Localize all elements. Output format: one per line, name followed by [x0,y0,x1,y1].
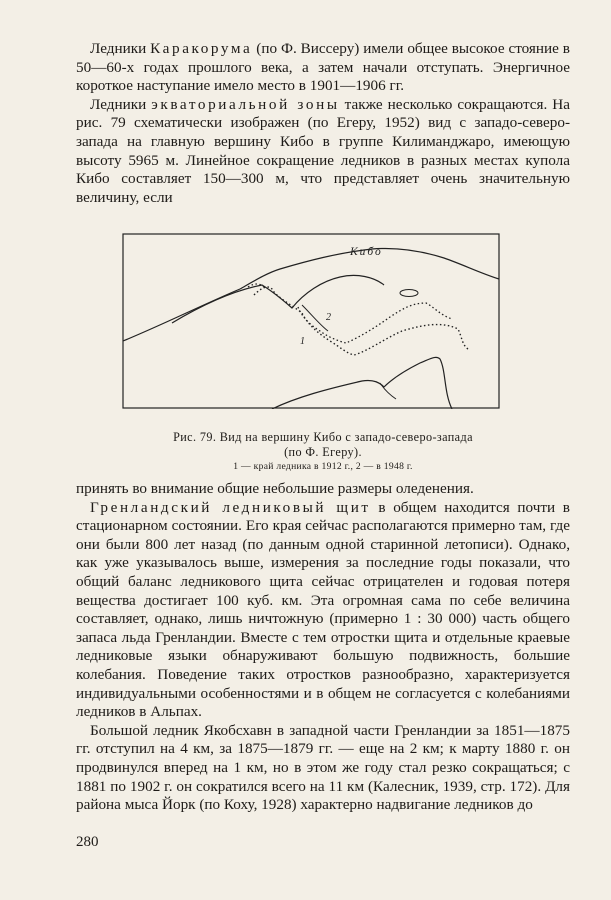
text-block-bottom [76,480,570,815]
figure-caption [76,430,570,460]
glacier-edge-1912 [254,287,468,355]
ice-patch [400,290,418,297]
caption-line-1: Рис. 79. Вид на вершину Кибо с западо-северо-запада [173,430,473,444]
paragraph-continuation: принять во внимание общие небольшие размеры оледенения. [76,480,474,497]
ridge-line [302,305,328,331]
page-number: 280 [76,834,99,850]
emphasis-greenland: Гренландский ледниковый щит [90,498,371,516]
paragraph-jakobshavn: Большой ледник Якобсхавн в западной части Гренландии за 1851—1875 гг. отступил на 4 км, за 1875—1879 гг. — еще на 2 км; к марту 1880 г. он продвинулся вперед на 1 км, но в этом же году стал резко сокращаться; с 1881 по 1902 г. он сократился всего на 11 км (Калесник, 1939, стр. 172). Для района мыса Йорк (по Коху, 1928) характерно надвигание ледников до [76,721,570,814]
label-1: 1 [300,336,305,347]
glacier-edge-1948 [298,303,452,343]
label-kibo: Кибо [350,246,383,258]
label-2: 2 [326,312,331,323]
paragraph-greenland: Гренландский ледниковый щит в общем находится почти в стационарном состоянии. Его края сейчас располагаются примерно там, где они были 800 лет назад (по данным одной старинной летописи). Однако, как уже указывалось выше, измерения за последние годы показали, что общий баланс ледникового щита сейчас отрицателен и годовая потеря вещества достигает 100 куб. км. Эта огромная сама по себе величина составляет, однако, лишь ничтожную (примерно 1 : 30 000) часть общего запаса льда Гренландии. Вместе с тем отростки щита и отдельные краевые ледниковые языки обнаруживают большую подвижность, большие колебания. Поведение таких отростков разнообразно, характеризуется индивидуальными особенностями и в общем не согласуется с колебаниями ледников в Альпах. [76,498,570,721]
emphasis-equatorial: экваториальной зоны [151,95,340,113]
paragraph-karakoram: Ледники Каракорума (по Ф. Виссеру) имели общее высокое стояние в 50—60-х годах прошлого века, а затем начали отступать. Энергичное короткое наступание имело место в 1901—1906 гг. [76,40,570,95]
foreground-hill [272,357,452,409]
caption-line-2: (по Ф. Егеру). [284,445,362,459]
figure-kibo [122,233,500,409]
figure-legend: 1 — край ледника в 1912 г., 2 — в 1948 г. [233,461,413,472]
paragraph-equatorial: Ледники экваториальной зоны также несколько сокращаются. На рис. 79 схематически изображен (по Егеру, 1952) вид с западо-северо-запада на главную вершину Кибо в группе Килиманджаро, имеющую высоту 5965 м. Линейное сокращение ледников в разных местах купола Кибо составляет 150—300 м, что представляет очень значительную величину, если [76,95,571,206]
inner-ridge [172,275,384,323]
kibo-sketch [122,233,500,409]
summit-profile [123,248,499,341]
emphasis-karakoram: Каракорума [150,40,253,57]
text-block-top [76,40,570,207]
